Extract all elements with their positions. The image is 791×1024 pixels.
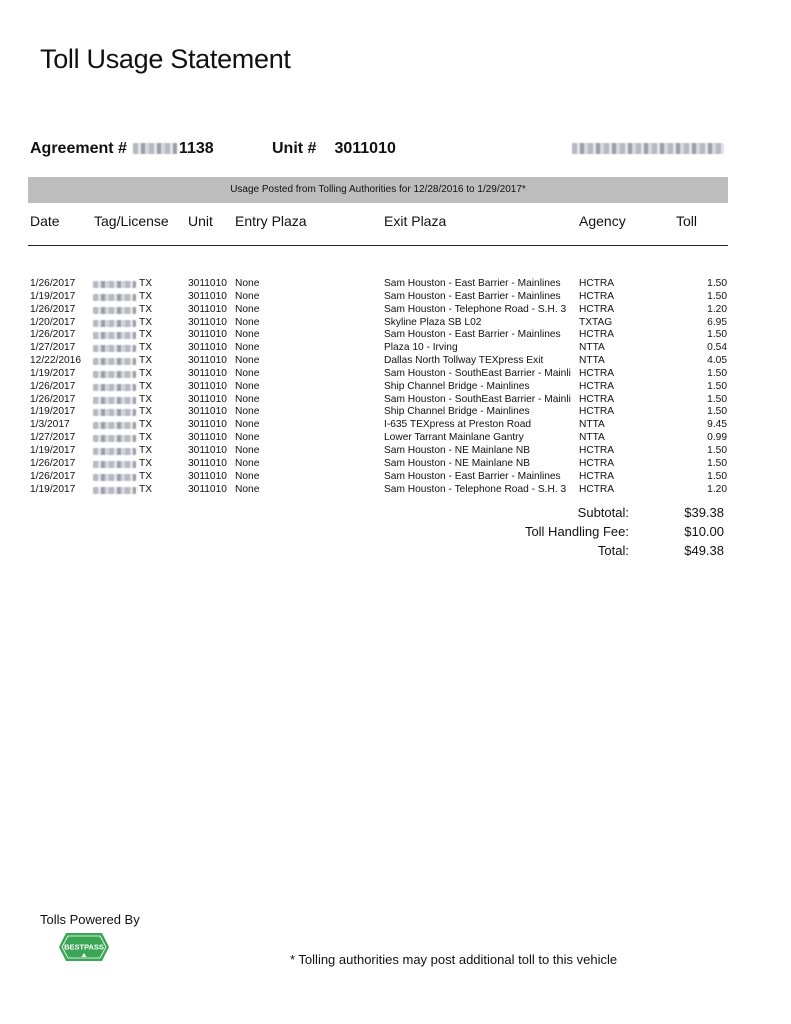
unit-cell: 3011010 <box>188 432 227 444</box>
state-cell: TX <box>139 470 153 482</box>
toll-cell: 1.50 <box>707 393 727 405</box>
column-header-tag: Tag/License <box>94 213 169 229</box>
agency-cell: HCTRA <box>579 470 615 482</box>
toll-cell: 4.05 <box>707 355 727 367</box>
state-cell: TX <box>139 355 153 367</box>
unit-cell: 3011010 <box>188 470 227 482</box>
state-cell: TX <box>139 483 153 495</box>
entry-plaza-cell: None <box>235 483 260 495</box>
subtotal-value: $39.38 <box>684 505 724 520</box>
unit-value: 3011010 <box>334 140 396 157</box>
date-cell: 12/22/2016 <box>30 355 81 367</box>
exit-plaza-cell: Sam Houston - East Barrier - Mainlines <box>384 278 561 289</box>
unit-cell: 3011010 <box>188 483 227 495</box>
agency-cell: HCTRA <box>579 393 615 405</box>
table-row <box>0 471 791 484</box>
toll-cell: 1.50 <box>707 380 727 392</box>
table-row <box>0 381 791 394</box>
toll-cell: 1.50 <box>707 470 727 482</box>
redacted-tag-license <box>93 371 136 378</box>
state-cell: TX <box>139 316 153 328</box>
total-value: $49.38 <box>684 543 724 558</box>
unit-cell: 3011010 <box>188 278 227 289</box>
toll-cell: 1.50 <box>707 290 727 302</box>
unit-cell: 3011010 <box>188 406 227 418</box>
redacted-tag-license <box>93 294 136 301</box>
exit-plaza-cell: Sam Houston - Telephone Road - S.H. 3 <box>384 483 567 495</box>
unit-cell: 3011010 <box>188 329 227 341</box>
agency-cell: NTTA <box>579 432 605 444</box>
date-cell: 1/19/2017 <box>30 444 76 456</box>
agency-cell: NTTA <box>579 342 605 354</box>
entry-plaza-cell: None <box>235 303 260 315</box>
state-cell: TX <box>139 393 153 405</box>
date-cell: 1/26/2017 <box>30 329 76 341</box>
agency-cell: NTTA <box>579 419 605 431</box>
unit-cell: 3011010 <box>188 290 227 302</box>
agency-cell: HCTRA <box>579 406 615 418</box>
state-cell: TX <box>139 278 153 289</box>
date-cell: 1/19/2017 <box>30 406 76 418</box>
date-cell: 1/3/2017 <box>30 419 70 431</box>
table-row <box>0 406 791 419</box>
column-header-entry-plaza: Entry Plaza <box>235 213 307 229</box>
exit-plaza-cell: Sam Houston - East Barrier - Mainlines <box>384 329 561 341</box>
state-cell: TX <box>139 419 153 431</box>
table-row <box>0 368 791 381</box>
entry-plaza-cell: None <box>235 444 260 456</box>
date-cell: 1/26/2017 <box>30 303 76 315</box>
redacted-tag-license <box>93 474 136 481</box>
toll-cell: 1.50 <box>707 329 727 341</box>
column-header-toll: Toll <box>676 213 698 229</box>
state-cell: TX <box>139 406 153 418</box>
exit-plaza-cell: Dallas North Tollway TEXpress Exit <box>384 355 544 367</box>
agency-cell: HCTRA <box>579 290 615 302</box>
exit-plaza-cell: Sam Houston - NE Mainlane NB <box>384 444 531 456</box>
table-row <box>0 329 791 342</box>
table-row <box>0 432 791 445</box>
agency-cell: HCTRA <box>579 278 615 289</box>
agency-cell: HCTRA <box>579 444 615 456</box>
handling-fee-value: $10.00 <box>684 524 724 539</box>
date-cell: 1/27/2017 <box>30 432 76 444</box>
redacted-tag-license <box>93 281 136 288</box>
toll-cell: 1.50 <box>707 457 727 469</box>
state-cell: TX <box>139 303 153 315</box>
date-cell: 1/19/2017 <box>30 367 76 379</box>
date-cell: 1/26/2017 <box>30 380 76 392</box>
toll-cell: 6.95 <box>707 316 727 328</box>
entry-plaza-cell: None <box>235 278 260 289</box>
unit-cell: 3011010 <box>188 355 227 367</box>
table-row <box>0 445 791 458</box>
usage-period-banner: Usage Posted from Tolling Authorities for 12/28/2016 to 1/29/2017* <box>28 177 728 203</box>
redacted-tag-license <box>93 307 136 314</box>
toll-cell: 1.50 <box>707 367 727 379</box>
unit-cell: 3011010 <box>188 380 227 392</box>
toll-cell: 1.20 <box>707 483 727 495</box>
entry-plaza-cell: None <box>235 457 260 469</box>
agency-cell: HCTRA <box>579 367 615 379</box>
agreement-number-value: 1138 <box>178 140 214 157</box>
toll-cell: 1.50 <box>707 406 727 418</box>
footnote: * Tolling authorities may post additional toll to this vehicle <box>290 952 618 967</box>
table-row <box>0 317 791 330</box>
redacted-tag-license <box>93 345 136 352</box>
date-cell: 1/20/2017 <box>30 316 76 328</box>
unit-cell: 3011010 <box>188 444 227 456</box>
table-row <box>0 342 791 355</box>
exit-plaza-cell: Plaza 10 - Irving <box>384 342 458 354</box>
entry-plaza-cell: None <box>235 406 260 418</box>
redacted-tag-license <box>93 358 136 365</box>
column-header-unit: Unit <box>188 213 213 229</box>
entry-plaza-cell: None <box>235 355 260 367</box>
state-cell: TX <box>139 342 153 354</box>
toll-cell: 0.99 <box>707 432 727 444</box>
toll-cell: 1.20 <box>707 303 727 315</box>
date-cell: 1/26/2017 <box>30 393 76 405</box>
table-row <box>0 419 791 432</box>
exit-plaza-cell: Sam Houston - Telephone Road - S.H. 3 <box>384 303 567 315</box>
entry-plaza-cell: None <box>235 367 260 379</box>
page-title: Toll Usage Statement <box>40 44 291 74</box>
toll-cell: 1.50 <box>707 278 727 289</box>
entry-plaza-cell: None <box>235 393 260 405</box>
entry-plaza-cell: None <box>235 290 260 302</box>
toll-transactions-table <box>0 278 791 496</box>
column-header-date: Date <box>30 213 60 229</box>
toll-cell: 0.54 <box>707 342 727 354</box>
redacted-company-name <box>572 143 724 154</box>
table-row <box>0 394 791 407</box>
date-cell: 1/26/2017 <box>30 457 76 469</box>
unit-cell: 3011010 <box>188 342 227 354</box>
entry-plaza-cell: None <box>235 342 260 354</box>
redacted-tag-license <box>93 320 136 327</box>
entry-plaza-cell: None <box>235 316 260 328</box>
redacted-tag-license <box>93 422 136 429</box>
date-cell: 1/26/2017 <box>30 470 76 482</box>
bestpass-logo-text: BESTPASS <box>64 942 104 952</box>
toll-cell: 9.45 <box>707 419 727 431</box>
redacted-tag-license <box>93 448 136 455</box>
header-divider <box>28 245 728 246</box>
unit-cell: 3011010 <box>188 419 227 431</box>
unit-cell: 3011010 <box>188 367 227 379</box>
exit-plaza-cell: Sam Houston - NE Mainlane NB <box>384 457 531 469</box>
exit-plaza-cell: Lower Tarrant Mainlane Gantry <box>384 432 524 444</box>
redacted-tag-license <box>93 487 136 494</box>
powered-by-text: Tolls Powered By <box>40 912 140 927</box>
state-cell: TX <box>139 380 153 392</box>
total-label: Total: <box>597 543 629 558</box>
table-row <box>0 484 791 497</box>
redacted-tag-license <box>93 397 136 404</box>
agreement-label: Agreement # <box>30 140 127 157</box>
agency-cell: HCTRA <box>579 483 615 495</box>
redacted-tag-license <box>93 384 136 391</box>
redacted-tag-license <box>93 332 136 339</box>
entry-plaza-cell: None <box>235 419 260 431</box>
redacted-tag-license <box>93 435 136 442</box>
exit-plaza-cell: Sam Houston - East Barrier - Mainlines <box>384 290 561 302</box>
exit-plaza-cell: Skyline Plaza SB L02 <box>384 316 482 328</box>
state-cell: TX <box>139 367 153 379</box>
subtotal-label: Subtotal: <box>577 505 629 520</box>
table-row <box>0 291 791 304</box>
unit-cell: 3011010 <box>188 303 227 315</box>
exit-plaza-cell: Ship Channel Bridge - Mainlines <box>384 406 530 418</box>
date-cell: 1/26/2017 <box>30 278 76 289</box>
state-cell: TX <box>139 457 153 469</box>
redacted-tag-license <box>93 409 136 416</box>
state-cell: TX <box>139 432 153 444</box>
agency-cell: HCTRA <box>579 303 615 315</box>
exit-plaza-cell: Sam Houston - SouthEast Barrier - Mainli <box>384 393 571 405</box>
column-header-agency: Agency <box>579 213 626 229</box>
date-cell: 1/19/2017 <box>30 290 76 302</box>
state-cell: TX <box>139 329 153 341</box>
date-cell: 1/27/2017 <box>30 342 76 354</box>
unit-cell: 3011010 <box>188 316 227 328</box>
entry-plaza-cell: None <box>235 329 260 341</box>
table-row <box>0 458 791 471</box>
table-row <box>0 355 791 368</box>
agency-cell: HCTRA <box>579 329 615 341</box>
exit-plaza-cell: Sam Houston - East Barrier - Mainlines <box>384 470 561 482</box>
exit-plaza-cell: I-635 TEXpress at Preston Road <box>384 419 532 431</box>
totals-block <box>0 503 791 560</box>
agency-cell: HCTRA <box>579 380 615 392</box>
entry-plaza-cell: None <box>235 432 260 444</box>
table-row <box>0 304 791 317</box>
exit-plaza-cell: Sam Houston - SouthEast Barrier - Mainli <box>384 367 571 379</box>
redacted-agreement-prefix <box>133 143 177 154</box>
toll-cell: 1.50 <box>707 444 727 456</box>
handling-fee-label: Toll Handling Fee: <box>524 524 629 539</box>
unit-label: Unit # <box>272 140 317 157</box>
agency-cell: NTTA <box>579 355 605 367</box>
agency-cell: TXTAG <box>579 316 613 328</box>
date-cell: 1/19/2017 <box>30 483 76 495</box>
bestpass-logo <box>58 932 110 962</box>
entry-plaza-cell: None <box>235 470 260 482</box>
agency-cell: HCTRA <box>579 457 615 469</box>
unit-cell: 3011010 <box>188 393 227 405</box>
exit-plaza-cell: Ship Channel Bridge - Mainlines <box>384 380 530 392</box>
state-cell: TX <box>139 444 153 456</box>
entry-plaza-cell: None <box>235 380 260 392</box>
column-header-exit-plaza: Exit Plaza <box>384 213 447 229</box>
unit-cell: 3011010 <box>188 457 227 469</box>
table-row <box>0 278 791 291</box>
redacted-tag-license <box>93 461 136 468</box>
agreement-number <box>30 140 214 158</box>
state-cell: TX <box>139 290 153 302</box>
unit-number <box>272 140 396 158</box>
